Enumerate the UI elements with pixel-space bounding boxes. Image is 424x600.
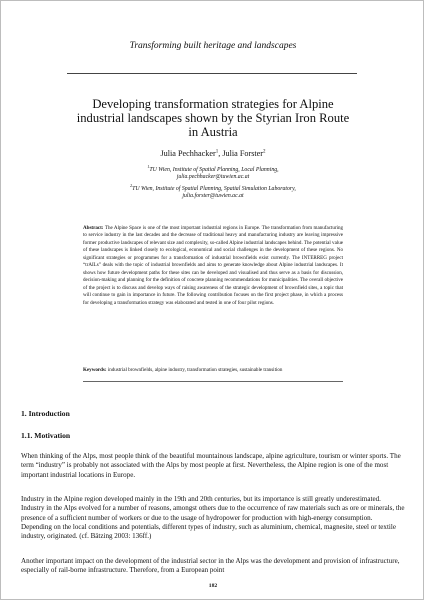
abstract	[83, 225, 343, 307]
author-name: Julia Pechhacker	[160, 149, 216, 158]
keywords-label: Keywords:	[83, 367, 107, 373]
affiliation-text: TU Wien, Institute of Spatial Planning, Spatial Simulation Laboratory,	[132, 185, 296, 192]
keywords-text: industrial brownfields, alpine industry, transformation strategies, sustainable transition	[107, 367, 283, 373]
page-number: 182	[208, 583, 218, 589]
author-name: Julia Forster	[222, 149, 264, 158]
subsection-heading-motivation: 1.1. Motivation	[21, 431, 71, 440]
abstract-label: Abstract:	[83, 225, 104, 231]
body-paragraph: Industry in the Alpine region developed mainly in the 19th and 20th centuries, but its importance is still greatly underestimated. Industry in the Alps evolved for a number of reasons, amongst others due to the occurrence of raw materials such as ore or minerals, the presence of a sufficient number of workers or due to the usage of hydropower for production with high-energy consumption. Depending on the local conditions and potentials, different types of industry, such as aluminium, chemical, magnesite, steel or textile industry, originated. (cf. Bätzing 2003: 136ff.)	[21, 495, 405, 541]
abstract-text: The Alpine Space is one of the most important industrial regions in Europe. The transformation from manufacturing to service industry in the last decades and the decrease of traditional heavy and manufacturing industry are leaving impressive former productive landscapes of relevant size and complexity, so-called Alpine industrial landscapes behind. The potential value of these landscapes is linked closely to ecological, economical and social challenges in the development of these regions. No significant strategies or programmes for a transformation of industrial brownfields exist currently. The INTERREG project “trAILs” deals with the topic of industrial brownfields and aims to generate knowledge about Alpine industrial landscapes. It shows how future development paths for these sites can be developed and visualised and thus serve as a basis for discussion, decision-making and planning for the definition of concrete planning recommendations for municipalities. The overall objective of the project is to discuss and develop ways of raising awareness of the strategic development of brownfield sites, a topic that will continue to gain in importance in future. The following contribution focuses on the first project phase, in which a process for developing a transformation strategy was elaborated and tested in one of four pilot regions.	[83, 225, 343, 306]
paper-title: Developing transformation strategies for Alpine industrial landscapes shown by the Styrian Iron Route in Austria	[76, 97, 350, 139]
affil-marker: 2	[130, 182, 133, 188]
keywords	[83, 367, 353, 374]
abstract-divider	[83, 381, 343, 382]
affiliation-text: TU Wien, Institute of Spatial Planning, Local Planning,	[149, 166, 279, 173]
affiliation-email: julia.forster@tuwien.ac.at	[182, 192, 244, 199]
header-rule	[67, 73, 357, 74]
affiliation-line	[1, 163, 424, 174]
affil-marker: 1	[147, 164, 150, 169]
author-list	[1, 149, 424, 158]
affiliation-line	[1, 182, 424, 193]
affiliations	[1, 163, 424, 200]
author-affil-marker: 2	[263, 149, 266, 155]
body-paragraph: When thinking of the Alps, most people think of the beautiful mountainous landscape, alpine agriculture, tourism or winter sports. The term “industry” is probably not associated with the Alps by most people at first. Nevertheless, the Alpine region is one of the most important industrial locations in Europe.	[21, 452, 401, 479]
section-heading-introduction: 1. Introduction	[21, 409, 70, 418]
author-affil-marker: 1	[215, 149, 219, 155]
body-paragraph: Another important impact on the development of the industrial sector in the Alps was the development and provision of infrastructure, especially of rail-borne infrastructure. Therefore, from a European point	[21, 557, 400, 575]
running-section-header: Transforming built heritage and landscapes	[129, 41, 297, 51]
author-separator: ,	[218, 149, 223, 158]
affiliation-email: julia.pechhacker@tuwien.ac.at	[176, 174, 250, 181]
